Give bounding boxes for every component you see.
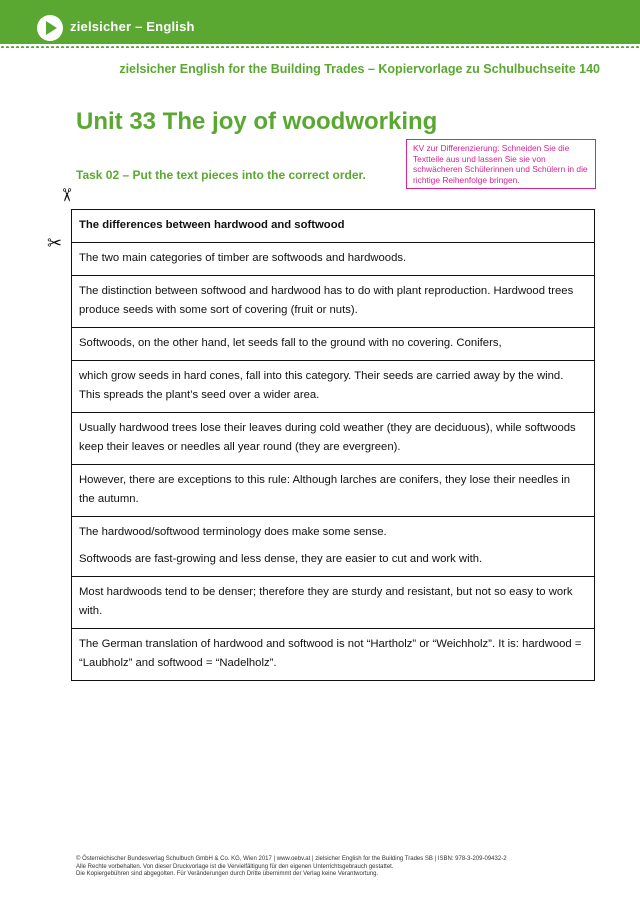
text-piece bbox=[72, 361, 594, 413]
text-piece-text: Usually hardwood trees lose their leaves during cold weather (they are deciduous), while softwoods keep their leaves or needles all year round (they are evergreen). bbox=[79, 422, 576, 453]
text-piece-text-second: Softwoods are fast-growing and less dense, they are easier to cut and work with. bbox=[79, 553, 483, 565]
play-icon bbox=[46, 21, 57, 35]
footer-line: Alle Rechte vorbehalten. Von dieser Druckvorlage ist die Vervielfältigung für den eigenen Unterrichtsgebrauch gestattet. bbox=[76, 863, 394, 870]
footer-line: © Österreichischer Bundesverlag Schulbuch GmbH & Co. KG, Wien 2017 | www.oebv.at | zielsicher English for the Building Trades SB | ISBN: 978-3-209-09432-2 bbox=[76, 856, 507, 862]
text-piece bbox=[72, 517, 594, 577]
text-piece-text: The hardwood/softwood terminology does make some sense. bbox=[79, 526, 387, 538]
text-piece-text: The differences between hardwood and softwood bbox=[79, 219, 345, 231]
scissors-icon: ✂ bbox=[56, 187, 77, 203]
text-piece bbox=[72, 243, 594, 276]
text-piece bbox=[72, 413, 594, 465]
text-piece bbox=[72, 629, 594, 680]
text-piece-text: Most hardwoods tend to be denser; therefore they are sturdy and resistant, but not so easy to work with. bbox=[79, 586, 573, 617]
text-piece bbox=[72, 328, 594, 361]
banner-dotted-edge bbox=[0, 40, 640, 48]
text-piece-text: The distinction between softwood and hardwood has to do with plant reproduction. Hardwood trees produce seeds with some sort of covering (fruit or nuts). bbox=[79, 285, 574, 316]
text-piece-text: Softwoods, on the other hand, let seeds fall to the ground with no covering. Conifers, bbox=[79, 337, 502, 349]
text-piece-text: The two main categories of timber are softwoods and hardwoods. bbox=[79, 252, 407, 264]
text-piece-text: The German translation of hardwood and softwood is not “Hartholz” or “Weichholz”. It is: hardwood = “Laubholz” and softwood = “Nadelholz”. bbox=[79, 638, 582, 669]
scissors-icon: ✂ bbox=[47, 233, 63, 253]
footer-line: Die Kopiergebühren sind abgegolten. Für Veränderungen durch Dritte übernimmt der Verlag keine Verantwortung. bbox=[76, 871, 379, 878]
text-piece bbox=[72, 276, 594, 328]
text-piece bbox=[72, 577, 594, 629]
teacher-note: KV zur Differenzierung: Schneiden Sie die Textteile aus und lassen Sie sie von schwächeren Schülerinnen und Schülern in die richtige Reihenfolge bringen. bbox=[406, 139, 596, 189]
page-title: Unit 33 The joy of woodworking bbox=[76, 108, 438, 135]
text-piece-text: which grow seeds in hard cones, fall into this category. Their seeds are carried away by the wind. This spreads the plant’s seed over a wider area. bbox=[79, 370, 564, 401]
text-piece-heading bbox=[72, 210, 594, 243]
copyright-footer bbox=[76, 856, 596, 879]
brand-name: zielsicher – English bbox=[70, 19, 195, 34]
text-piece-text: However, there are exceptions to this rule: Although larches are conifers, they lose their needles in the autumn. bbox=[79, 474, 571, 505]
text-piece bbox=[72, 465, 594, 517]
text-pieces-table bbox=[71, 209, 595, 681]
task-instruction: Task 02 – Put the text pieces into the correct order. bbox=[76, 168, 366, 182]
page-subtitle: zielsicher English for the Building Trades – Kopiervorlage zu Schulbuchseite 140 bbox=[119, 62, 600, 76]
